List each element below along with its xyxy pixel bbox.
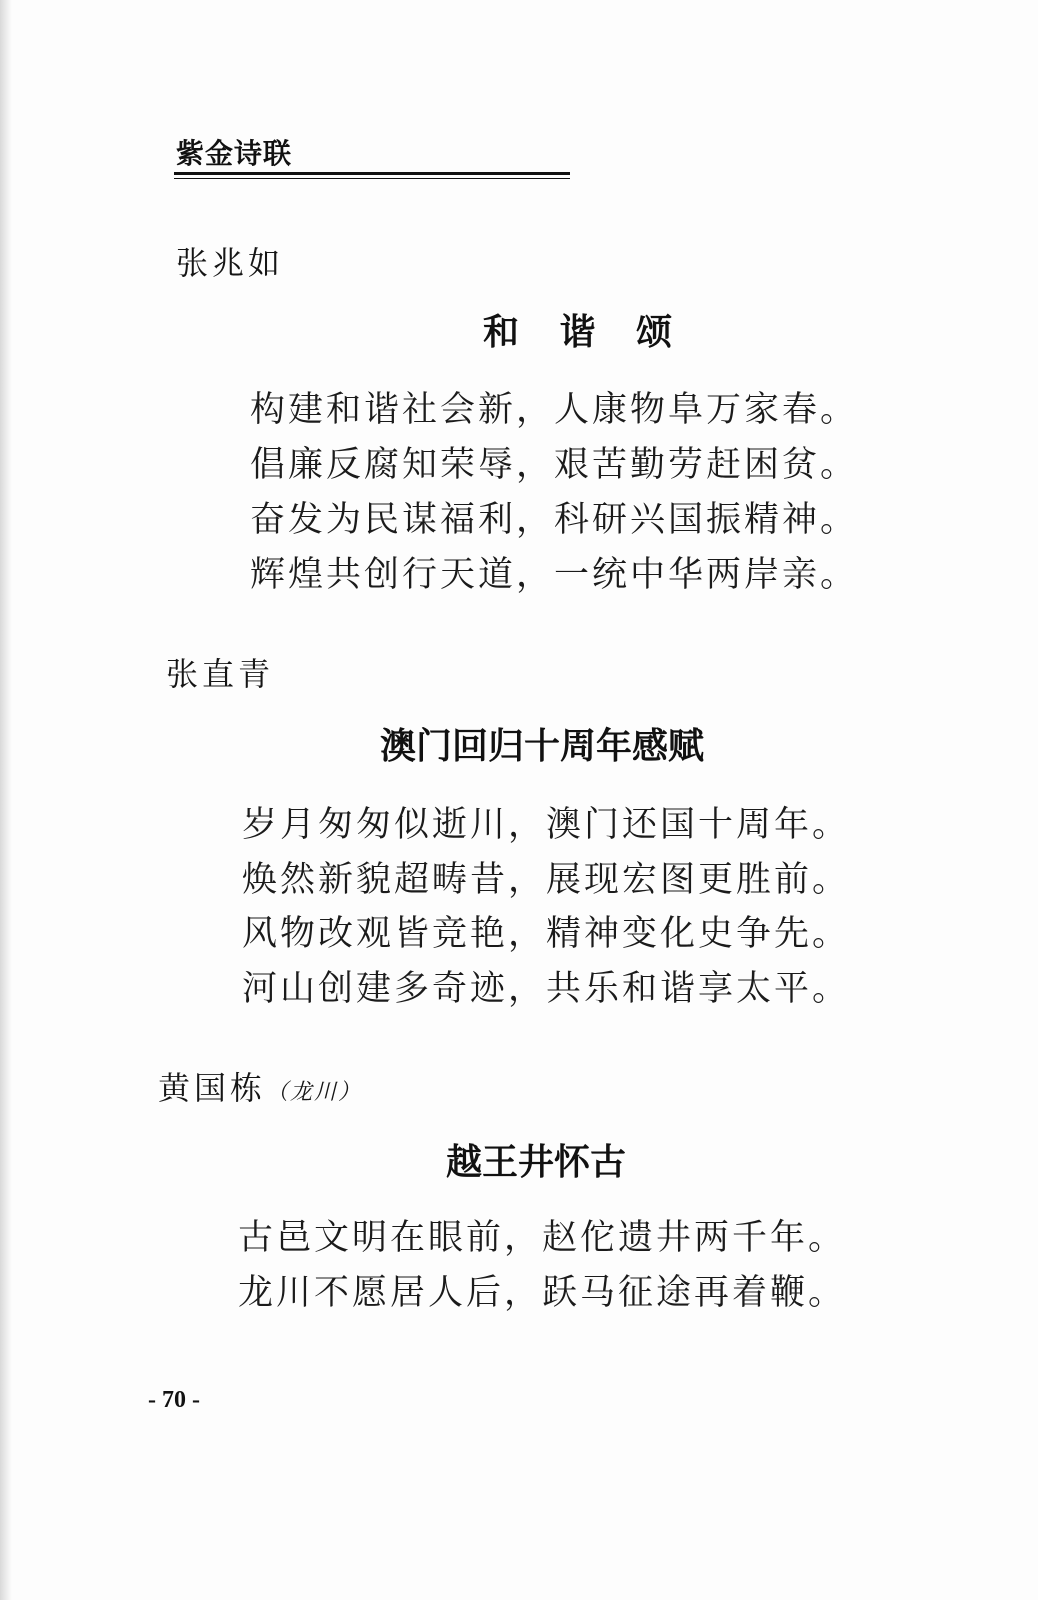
- poem-author: [158, 1063, 362, 1109]
- poem-line: 岁月匆匆似逝川，澳门还国十周年。: [242, 805, 851, 845]
- poem-line: 构建和谐社会新，人康物阜万家春。: [250, 390, 859, 430]
- poem-line: 辉煌共创行天道，一统中华两岸亲。: [250, 555, 859, 595]
- poem-line: 焕然新貌超畴昔，展现宏图更胜前。: [242, 860, 851, 900]
- poem-author: 张兆如: [176, 244, 285, 282]
- header-rule-thick: [174, 172, 570, 175]
- page-binding-edge: [0, 0, 12, 1600]
- header-rule-thin: [174, 178, 570, 179]
- poem-title: 越王井怀古: [446, 1142, 627, 1183]
- page-number: - 70 -: [148, 1387, 200, 1413]
- poem-line: 奋发为民谋福利，科研兴国振精神。: [250, 500, 859, 540]
- poem-author-name: 黄国栋: [158, 1069, 267, 1107]
- poem-title: 澳门回归十周年感赋: [380, 726, 705, 767]
- poem-line: 倡廉反腐知荣辱，艰苦勤劳赶困贫。: [250, 445, 859, 485]
- poem-author: 张直青: [166, 655, 275, 693]
- poem-line: 古邑文明在眼前，赵佗遗井两千年。: [238, 1218, 847, 1258]
- poem-line: 风物改观皆竞艳，精神变化史争先。: [242, 914, 851, 954]
- poem-title: 和 谐 颂: [483, 312, 687, 353]
- poem-author-note: （龙川）: [266, 1080, 363, 1105]
- running-header: 紫金诗联: [176, 137, 293, 170]
- poem-line: 河山创建多奇迹，共乐和谐享太平。: [242, 969, 851, 1009]
- poem-line: 龙川不愿居人后，跃马征途再着鞭。: [238, 1273, 847, 1313]
